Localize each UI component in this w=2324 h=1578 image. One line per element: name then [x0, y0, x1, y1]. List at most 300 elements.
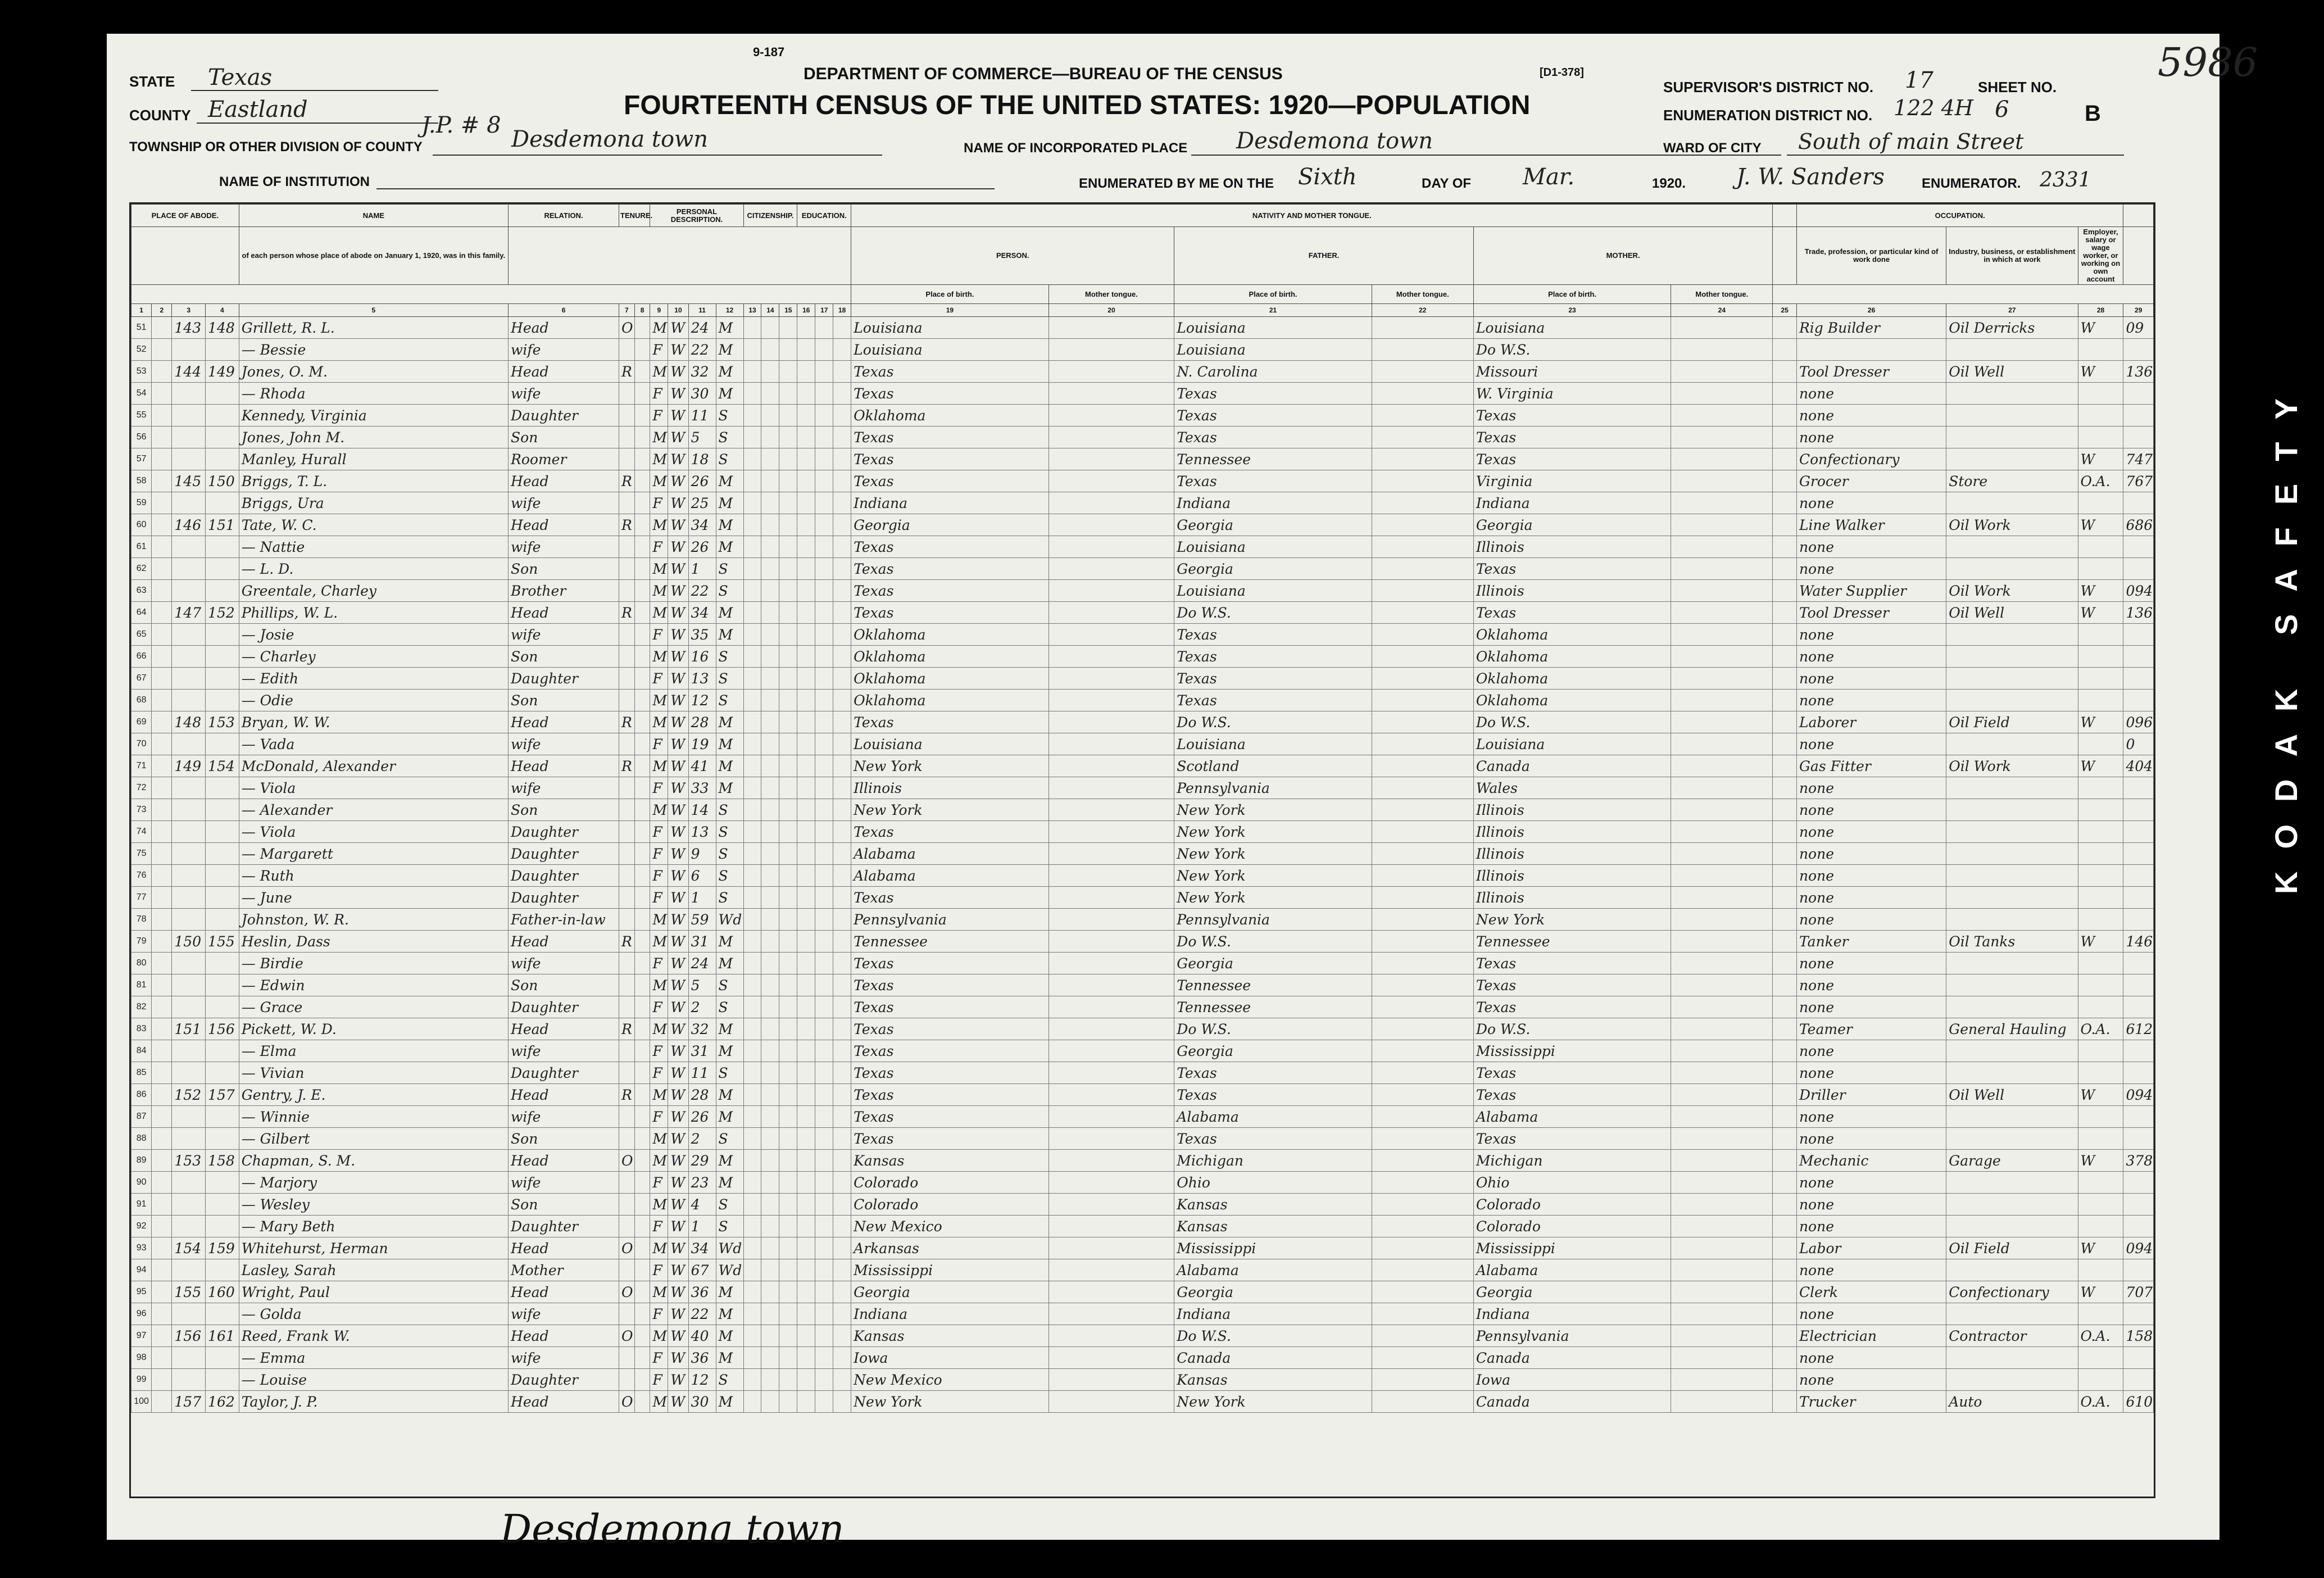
relation: Son [509, 1128, 619, 1150]
empty-cell [634, 1369, 650, 1391]
family-number [206, 427, 239, 448]
margin-note [2123, 536, 2154, 558]
sex: M [650, 974, 668, 996]
father-birthplace: Canada [1174, 1347, 1372, 1369]
empty-cell [152, 996, 172, 1018]
dwelling-number [172, 339, 206, 361]
table-row [131, 668, 2154, 690]
sheet-side: B [2085, 101, 2101, 126]
empty-cell [1048, 580, 1174, 602]
industry: Oil Work [1946, 755, 2078, 777]
empty-cell [634, 1237, 650, 1259]
empty-cell [815, 996, 833, 1018]
table-row [131, 1018, 2154, 1040]
empty-cell [1671, 887, 1773, 909]
empty-cell [833, 865, 851, 887]
empty-cell [761, 492, 779, 514]
family-number [206, 1128, 239, 1150]
dwelling-number [172, 843, 206, 865]
mother-birthplace: Illinois [1473, 799, 1671, 821]
table-row [131, 536, 2154, 558]
empty-cell [1048, 668, 1174, 690]
employer-class [2078, 624, 2123, 646]
empty-cell [779, 383, 797, 405]
birthplace: Texas [851, 580, 1048, 602]
margin-note [2123, 1062, 2154, 1084]
marital-status: S [716, 843, 743, 865]
empty-cell [797, 799, 815, 821]
marital-status: S [716, 580, 743, 602]
empty-cell [743, 1391, 761, 1413]
mother-birthplace: W. Virginia [1473, 383, 1671, 405]
empty-cell [1773, 1194, 1797, 1216]
empty-cell [152, 448, 172, 470]
empty-cell [761, 1325, 779, 1347]
occupation: none [1796, 558, 1946, 580]
table-row [131, 1128, 2154, 1150]
mother-birthplace: Michigan [1473, 1150, 1671, 1172]
empty-cell [761, 668, 779, 690]
col23-heading: Place of birth. [1473, 285, 1671, 304]
person-name: Heslin, Dass [239, 931, 508, 953]
relation: wife [509, 1106, 619, 1128]
empty-cell [1671, 1150, 1773, 1172]
line-number: 80 [131, 953, 152, 974]
mother-birthplace: Indiana [1473, 492, 1671, 514]
empty-cell [815, 646, 833, 668]
empty-cell [761, 1303, 779, 1325]
birthplace: Kansas [851, 1325, 1048, 1347]
relation: wife [509, 1172, 619, 1194]
empty-cell [1773, 843, 1797, 865]
line-number: 87 [131, 1106, 152, 1128]
empty-cell [815, 1172, 833, 1194]
empty-cell [797, 733, 815, 755]
empty-cell [743, 690, 761, 711]
father-birthplace: Texas [1174, 1084, 1372, 1106]
column-number: 18 [833, 304, 851, 317]
line-number: 95 [131, 1281, 152, 1303]
empty-cell [815, 383, 833, 405]
age: 34 [688, 602, 716, 624]
empty-cell [815, 690, 833, 711]
tenure [619, 339, 635, 361]
tenure [619, 1347, 635, 1369]
employer-class: W [2078, 931, 2123, 953]
person-name: Gentry, J. E. [239, 1084, 508, 1106]
family-number: 154 [206, 755, 239, 777]
margin-note [2123, 1303, 2154, 1325]
birthplace: Texas [851, 427, 1048, 448]
marital-status: M [716, 711, 743, 733]
father-birthplace: Indiana [1174, 1303, 1372, 1325]
father-birthplace: New York [1174, 887, 1372, 909]
empty-cell [1773, 733, 1797, 755]
group-name: NAME [239, 205, 508, 227]
relation: Head [509, 514, 619, 536]
column-number: 3 [172, 304, 206, 317]
empty-cell [1048, 887, 1174, 909]
relation: Head [509, 361, 619, 383]
empty-cell [779, 405, 797, 427]
person-name: — Charley [239, 646, 508, 668]
person-name: — Elma [239, 1040, 508, 1062]
margin-note [2123, 1259, 2154, 1281]
empty-cell [779, 1216, 797, 1237]
group-place: PLACE OF ABODE. [131, 205, 239, 227]
margin-note: 378 [2123, 1150, 2154, 1172]
empty-cell [797, 1084, 815, 1106]
race: W [668, 427, 688, 448]
relation: wife [509, 383, 619, 405]
person-name: — Mary Beth [239, 1216, 508, 1237]
empty-cell [1048, 1018, 1174, 1040]
mother-birthplace: Mississippi [1473, 1040, 1671, 1062]
employer-class [2078, 909, 2123, 931]
race: W [668, 1040, 688, 1062]
race: W [668, 1325, 688, 1347]
empty-cell [743, 931, 761, 953]
occupation: none [1796, 953, 1946, 974]
age: 1 [688, 887, 716, 909]
empty-cell [1671, 931, 1773, 953]
margin-note [2123, 974, 2154, 996]
empty-cell [761, 1106, 779, 1128]
empty-cell [815, 427, 833, 448]
birthplace: Iowa [851, 1347, 1048, 1369]
empty-cell [797, 887, 815, 909]
race: W [668, 1150, 688, 1172]
empty-cell [1773, 799, 1797, 821]
empty-cell [833, 799, 851, 821]
empty-cell [1773, 448, 1797, 470]
empty-cell [1671, 1018, 1773, 1040]
group-tenure: TENURE. [619, 205, 650, 227]
race: W [668, 1237, 688, 1259]
margin-note: 610 [2123, 1391, 2154, 1413]
industry [1946, 1259, 2078, 1281]
empty-cell [1671, 470, 1773, 492]
industry [1946, 492, 2078, 514]
line-number: 88 [131, 1128, 152, 1150]
tenure [619, 1259, 635, 1281]
person-name: Pickett, W. D. [239, 1018, 508, 1040]
age: 22 [688, 339, 716, 361]
person-name: — Golda [239, 1303, 508, 1325]
empty-cell [1372, 1040, 1473, 1062]
dwelling-number [172, 996, 206, 1018]
column-number: 16 [797, 304, 815, 317]
line-number: 52 [131, 339, 152, 361]
empty-cell [833, 733, 851, 755]
race: W [668, 383, 688, 405]
empty-cell [815, 405, 833, 427]
empty-cell [1773, 1172, 1797, 1194]
race: W [668, 536, 688, 558]
industry [1946, 777, 2078, 799]
industry [1946, 1194, 2078, 1216]
industry [1946, 974, 2078, 996]
family-number [206, 974, 239, 996]
empty-cell [761, 1391, 779, 1413]
empty-cell [152, 1369, 172, 1391]
dwelling-number [172, 405, 206, 427]
empty-cell [152, 405, 172, 427]
birthplace: Texas [851, 1128, 1048, 1150]
empty-cell [1773, 755, 1797, 777]
race: W [668, 1369, 688, 1391]
empty-cell [1372, 1281, 1473, 1303]
occupation: Electrician [1796, 1325, 1946, 1347]
person-name: Bryan, W. W. [239, 711, 508, 733]
relation: Head [509, 1150, 619, 1172]
empty-cell [152, 755, 172, 777]
empty-cell [1671, 690, 1773, 711]
occupation [1796, 339, 1946, 361]
empty-cell [743, 361, 761, 383]
marital-status: M [716, 931, 743, 953]
empty-cell [1773, 690, 1797, 711]
empty-cell [634, 668, 650, 690]
father-birthplace: Mississippi [1174, 1237, 1372, 1259]
empty-cell [1773, 865, 1797, 887]
mother-birthplace: Illinois [1473, 580, 1671, 602]
marital-status: S [716, 1194, 743, 1216]
relation: Head [509, 1281, 619, 1303]
marital-status: M [716, 514, 743, 536]
empty-cell [761, 909, 779, 931]
dwelling-number: 156 [172, 1325, 206, 1347]
empty-cell [833, 1018, 851, 1040]
relation: Brother [509, 580, 619, 602]
empty-cell [761, 821, 779, 843]
empty-cell [634, 1150, 650, 1172]
empty-cell [797, 361, 815, 383]
empty-cell [152, 1303, 172, 1325]
empty-cell [1372, 777, 1473, 799]
empty-cell [1372, 887, 1473, 909]
enumerated-month: Mar. [1523, 164, 1575, 190]
empty-cell [634, 777, 650, 799]
empty-cell [779, 1106, 797, 1128]
marital-status: M [716, 1040, 743, 1062]
margin-note [2123, 383, 2154, 405]
col28-heading: Employer, salary or wage worker, or working on own account [2078, 227, 2123, 285]
line-number: 71 [131, 755, 152, 777]
empty-cell [743, 1172, 761, 1194]
empty-cell [761, 1347, 779, 1369]
birthplace: Texas [851, 1106, 1048, 1128]
empty-cell [152, 317, 172, 339]
person-name: — Ruth [239, 865, 508, 887]
person-name: Taylor, J. P. [239, 1391, 508, 1413]
mother-birthplace: Illinois [1473, 536, 1671, 558]
marital-status: M [716, 1303, 743, 1325]
empty-cell [1372, 799, 1473, 821]
empty-cell [1773, 909, 1797, 931]
relation: wife [509, 777, 619, 799]
empty-cell [1773, 317, 1797, 339]
supervisor-label: SUPERVISOR'S DISTRICT NO. [1663, 79, 1874, 96]
industry [1946, 799, 2078, 821]
stamp-number: 5986 [2158, 39, 2258, 85]
empty-cell [1048, 1237, 1174, 1259]
marital-status: M [716, 953, 743, 974]
empty-cell [761, 711, 779, 733]
relation: wife [509, 624, 619, 646]
line-number: 64 [131, 602, 152, 624]
tenure [619, 821, 635, 843]
empty-cell [833, 1369, 851, 1391]
margin-note: 094 [2123, 580, 2154, 602]
father-birthplace: Indiana [1174, 492, 1372, 514]
birthplace: New Mexico [851, 1369, 1048, 1391]
industry [1946, 558, 2078, 580]
column-number: 10 [668, 304, 688, 317]
column-number: 23 [1473, 304, 1671, 317]
empty-cell [815, 777, 833, 799]
birthplace: Texas [851, 974, 1048, 996]
empty-cell [815, 733, 833, 755]
marital-status: Wd [716, 1259, 743, 1281]
empty-cell [797, 1369, 815, 1391]
race: W [668, 711, 688, 733]
race: W [668, 1216, 688, 1237]
sex: M [650, 427, 668, 448]
industry [1946, 690, 2078, 711]
family-number [206, 1216, 239, 1237]
empty-cell [743, 711, 761, 733]
age: 26 [688, 470, 716, 492]
table-row [131, 602, 2154, 624]
employer-class [2078, 887, 2123, 909]
empty-cell [634, 821, 650, 843]
empty-cell [815, 931, 833, 953]
birthplace: Texas [851, 383, 1048, 405]
empty-cell [743, 668, 761, 690]
empty-cell [1773, 1128, 1797, 1150]
empty-cell [152, 1325, 172, 1347]
empty-cell [761, 777, 779, 799]
dwelling-number: 151 [172, 1018, 206, 1040]
family-number: 155 [206, 931, 239, 953]
person-name: — Alexander [239, 799, 508, 821]
group-education: EDUCATION. [797, 205, 851, 227]
empty-cell [1372, 602, 1473, 624]
empty-cell [815, 492, 833, 514]
sex: M [650, 514, 668, 536]
empty-cell [1773, 558, 1797, 580]
table-row [131, 1281, 2154, 1303]
table-row [131, 953, 2154, 974]
age: 41 [688, 755, 716, 777]
dwelling-number [172, 974, 206, 996]
empty-cell [634, 996, 650, 1018]
empty-cell [779, 427, 797, 448]
empty-cell [1671, 755, 1773, 777]
tenure [619, 1172, 635, 1194]
empty-cell [152, 843, 172, 865]
mother-birthplace: Iowa [1473, 1369, 1671, 1391]
empty-cell [779, 1172, 797, 1194]
line-number: 68 [131, 690, 152, 711]
race: W [668, 799, 688, 821]
empty-cell [779, 1325, 797, 1347]
race: W [668, 909, 688, 931]
margin-note [2123, 1369, 2154, 1391]
father-birthplace: Georgia [1174, 558, 1372, 580]
empty-cell [1048, 1040, 1174, 1062]
employer-class [2078, 733, 2123, 755]
empty-cell [815, 799, 833, 821]
sex: F [650, 777, 668, 799]
age: 25 [688, 492, 716, 514]
person-name: — L. D. [239, 558, 508, 580]
empty-cell [743, 953, 761, 974]
birthplace: Texas [851, 953, 1048, 974]
family-number [206, 1194, 239, 1216]
line-number: 97 [131, 1325, 152, 1347]
empty-cell [761, 317, 779, 339]
mother-birthplace: Texas [1473, 558, 1671, 580]
empty-cell [1048, 448, 1174, 470]
relation: wife [509, 1303, 619, 1325]
age: 14 [688, 799, 716, 821]
race: W [668, 405, 688, 427]
sex: M [650, 1150, 668, 1172]
group-citizenship: CITIZENSHIP. [743, 205, 797, 227]
empty-cell [634, 1106, 650, 1128]
relation: Daughter [509, 668, 619, 690]
occupation: none [1796, 974, 1946, 996]
empty-cell [152, 646, 172, 668]
age: 13 [688, 668, 716, 690]
marital-status: M [716, 1347, 743, 1369]
bottom-scrawl: Desdemona town [500, 1506, 845, 1552]
empty-cell [797, 514, 815, 536]
column-number: 21 [1174, 304, 1372, 317]
empty-cell [1048, 733, 1174, 755]
empty-cell [152, 931, 172, 953]
race: W [668, 470, 688, 492]
occupation: Gas Fitter [1796, 755, 1946, 777]
empty-cell [833, 383, 851, 405]
father-birthplace: Texas [1174, 427, 1372, 448]
empty-cell [152, 1106, 172, 1128]
empty-cell [743, 733, 761, 755]
race: W [668, 755, 688, 777]
empty-cell [634, 931, 650, 953]
empty-cell [1048, 799, 1174, 821]
father-birthplace: Kansas [1174, 1194, 1372, 1216]
empty-cell [761, 887, 779, 909]
col22-heading: Mother tongue. [1372, 285, 1473, 304]
empty-cell [779, 909, 797, 931]
marital-status: M [716, 1281, 743, 1303]
person-name: Reed, Frank W. [239, 1325, 508, 1347]
industry [1946, 843, 2078, 865]
dwelling-number: 148 [172, 711, 206, 733]
industry [1946, 1040, 2078, 1062]
line-number: 54 [131, 383, 152, 405]
relation: Daughter [509, 887, 619, 909]
tenure [619, 953, 635, 974]
line-number: 62 [131, 558, 152, 580]
empty-cell [1048, 865, 1174, 887]
empty-cell [761, 996, 779, 1018]
employer-class [2078, 1172, 2123, 1194]
empty-cell [833, 1194, 851, 1216]
